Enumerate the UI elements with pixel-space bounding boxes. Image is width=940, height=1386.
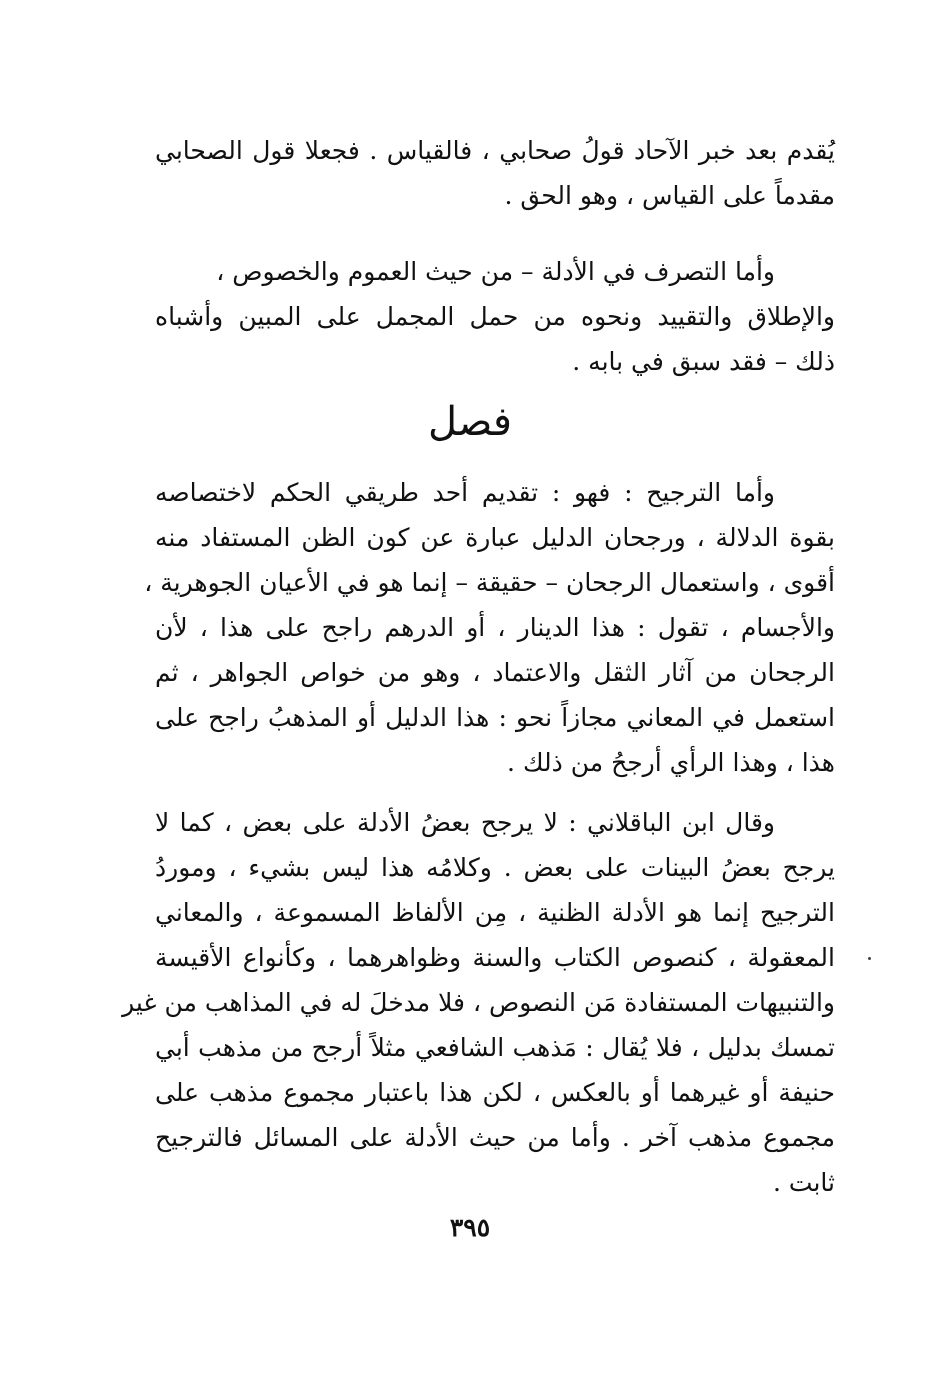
paragraph-4	[122, 800, 835, 1205]
paragraph-line: تمسك بدليل ، فلا يُقال : مَذهب الشافعي مثلاً أرجح من مذهب أبي	[155, 1033, 835, 1062]
paragraph-line: والتنبيهات المستفادة مَن النصوص ، فلا مدخلَ له في المذاهب من غير	[122, 988, 835, 1017]
paragraph-line: الرجحان من آثار الثقل والاعتماد ، وهو من خواص الجواهر ، ثم	[155, 658, 835, 687]
paragraph-line: يُقدم بعد خبر الآحاد قولُ صحابي ، فالقياس . فجعلا قول الصحابي	[155, 136, 835, 165]
paragraph-line: استعمل في المعاني مجازاً نحو : هذا الدليل أو المذهبُ راجح على	[155, 703, 835, 732]
paragraph-line: يرجح بعضُ البينات على بعض . وكلامُه هذا ليس بشيء ، وموردُ	[155, 853, 835, 882]
paragraph-line: حنيفة أو غيرهما أو بالعكس ، لكن هذا باعتبار مجموع مذهب على	[155, 1078, 835, 1107]
section-heading: فصل	[427, 399, 513, 445]
paragraph-line: مجموع مذهب آخر . وأما من حيث الأدلة على المسائل فالترجيح	[155, 1123, 835, 1152]
paragraph-line: الترجيح إنما هو الأدلة الظنية ، مِن الألفاظ المسموعة ، والمعاني	[155, 898, 835, 927]
paragraph-line: والإطلاق والتقييد ونحوه من حمل المجمل على المبين وأشباه	[155, 302, 835, 331]
paragraph-line: مقدماً على القياس ، وهو الحق .	[504, 181, 835, 210]
paragraph-line: ثابت .	[773, 1168, 835, 1197]
margin-dot	[868, 957, 871, 960]
paragraph-2	[155, 249, 835, 384]
paragraph-line: ذلك – فقد سبق في بابه .	[572, 347, 835, 376]
paragraph-line: وأما الترجيح : فهو : تقديم أحد طريقي الحكم لاختصاصه	[155, 478, 775, 507]
paragraph-3	[144, 470, 835, 785]
paragraph-line: أقوى ، واستعمال الرجحان – حقيقة – إنما هو في الأعيان الجوهرية ،	[144, 568, 835, 597]
paragraph-line: وقال ابن الباقلاني : لا يرجح بعضُ الأدلة على بعض ، كما لا	[155, 808, 775, 837]
paragraph-line: هذا ، وهذا الرأي أرجحُ من ذلك .	[507, 748, 835, 777]
paragraph-line: المعقولة ، كنصوص الكتاب والسنة وظواهرهما ، وكأنواع الأقيسة	[155, 943, 835, 972]
page-number: ٣٩٥	[449, 1213, 491, 1242]
paragraph-line: والأجسام ، تقول : هذا الدينار ، أو الدرهم راجح على هذا ، لأن	[155, 613, 835, 642]
paragraph-1	[155, 128, 835, 218]
paragraph-line: بقوة الدلالة ، ورجحان الدليل عبارة عن كون الظن المستفاد منه	[155, 523, 835, 552]
paragraph-line: وأما التصرف في الأدلة – من حيث العموم والخصوص ،	[216, 257, 775, 286]
